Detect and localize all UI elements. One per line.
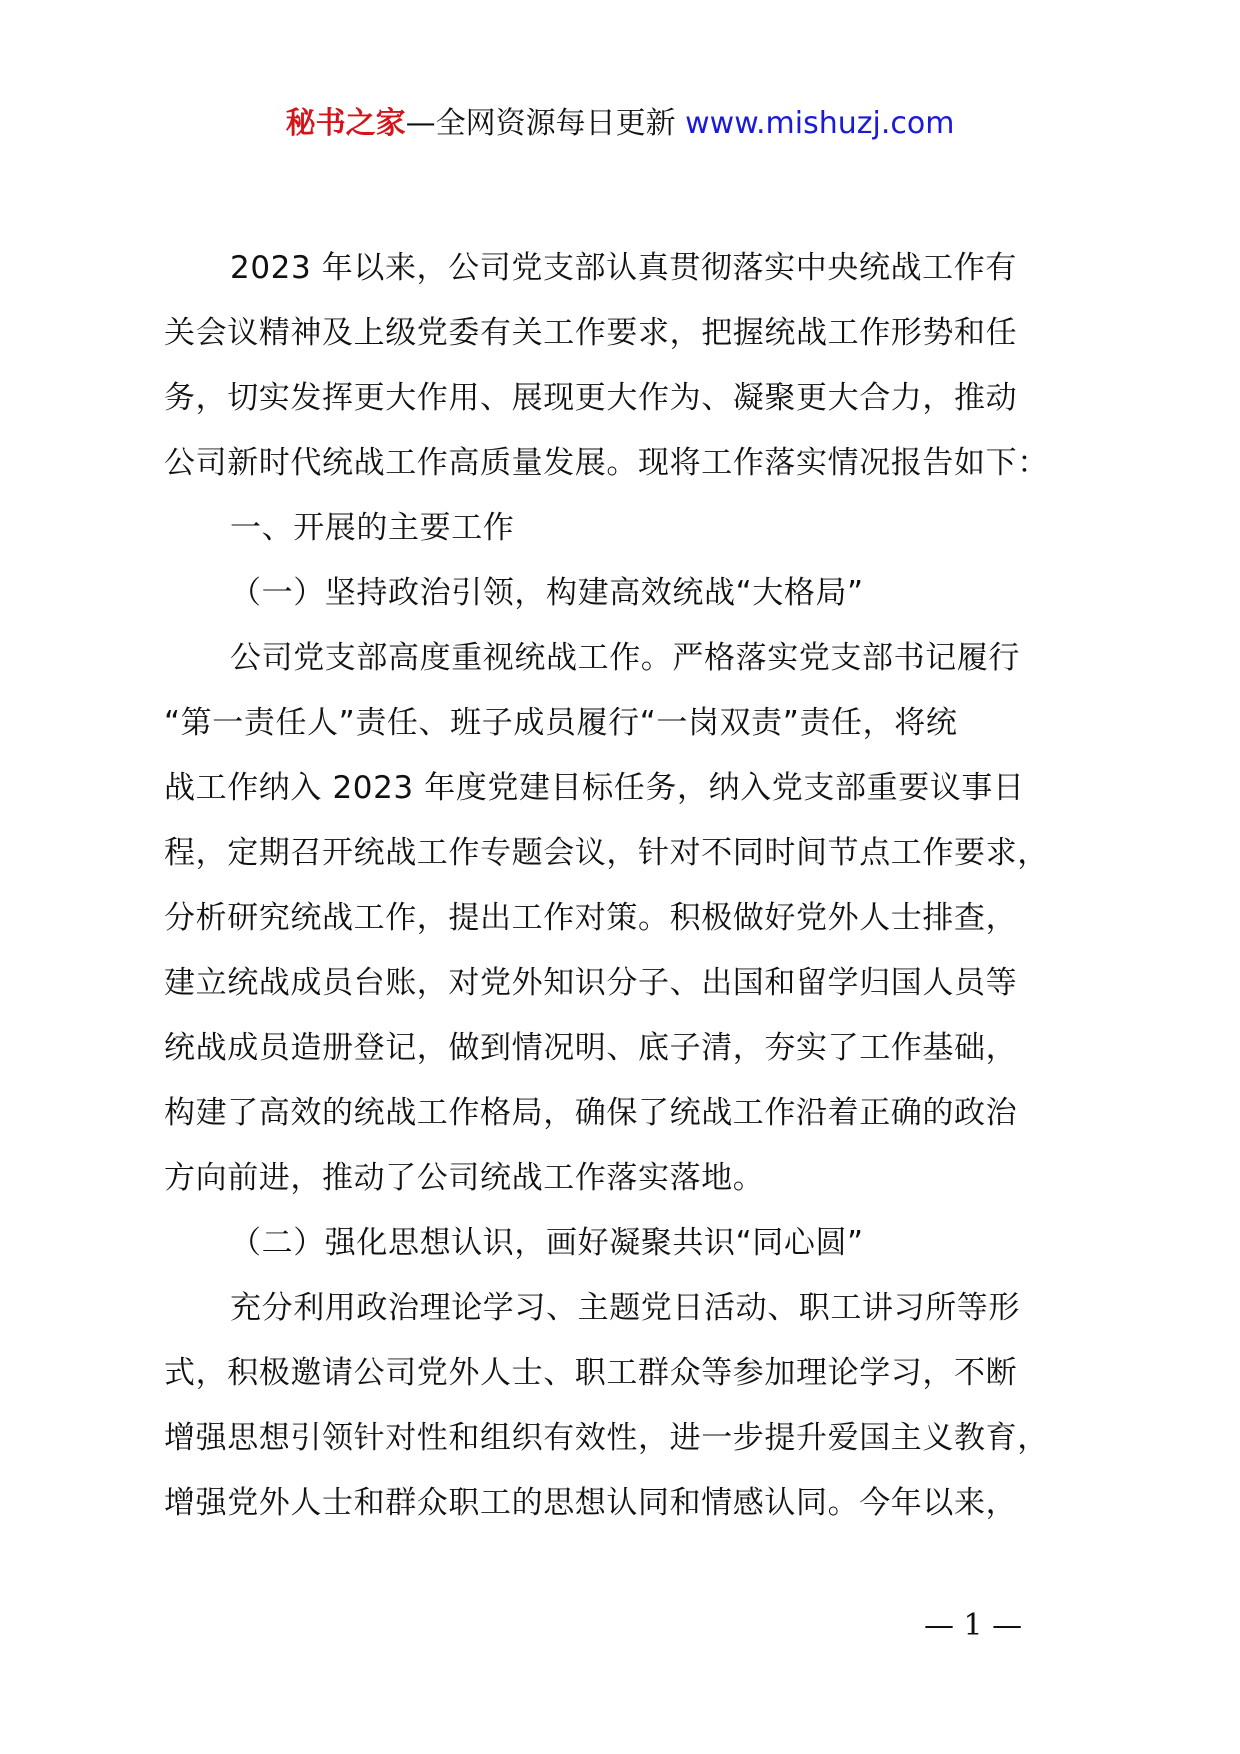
subsection-heading-2: （二）强化思想认识，画好凝聚共识“同心圆”: [230, 1225, 864, 1261]
document-body: [164, 236, 1124, 1536]
site-header: [0, 104, 1240, 144]
paragraph-line-sec1-1: 公司党支部高度重视统战工作。严格落实党支部书记履行: [230, 640, 1020, 676]
paragraph-line-sec1-3: 战工作纳入 2023 年度党建目标任务，纳入党支部重要议事日: [164, 770, 1025, 806]
paragraph-line-sec1-2: “第一责任人”责任、班子成员履行“一岗双责”责任，将统: [164, 705, 958, 741]
paragraph-line-sec1-5: 分析研究统战工作，提出工作对策。积极做好党外人士排查，: [164, 900, 1018, 936]
paragraph-line-sec1-4: 程，定期召开统战工作专题会议，针对不同时间节点工作要求，: [164, 835, 1049, 871]
paragraph-line-sec2-4: 增强党外人士和群众职工的思想认同和情感认同。今年以来，: [164, 1485, 1018, 1521]
paragraph-line-sec2-3: 增强思想引领针对性和组织有效性，进一步提升爱国主义教育，: [164, 1420, 1049, 1456]
paragraph-line-intro-2: 关会议精神及上级党委有关工作要求，把握统战工作形势和任: [164, 315, 1018, 351]
paragraph-line-sec1-6: 建立统战成员台账，对党外知识分子、出国和留学归国人员等: [164, 965, 1018, 1001]
page-number: — 1 —: [924, 1608, 1023, 1643]
paragraph-line-sec2-1: 充分利用政治理论学习、主题党日活动、职工讲习所等形: [230, 1290, 1020, 1326]
paragraph-line-intro-1: 2023 年以来，公司党支部认真贯彻落实中央统战工作有: [230, 250, 1017, 286]
site-url-link[interactable]: www.mishuzj.com: [685, 106, 955, 141]
paragraph-line-sec2-2: 式，积极邀请公司党外人士、职工群众等参加理论学习，不断: [164, 1355, 1018, 1391]
brand-name: 秘书之家: [285, 106, 406, 141]
paragraph-line-sec1-9: 方向前进，推动了公司统战工作落实落地。: [164, 1160, 765, 1196]
header-tagline: —全网资源每日更新: [405, 106, 676, 141]
section-heading: 一、开展的主要工作: [230, 510, 515, 546]
paragraph-line-intro-4: 公司新时代统战工作高质量发展。现将工作落实情况报告如下：: [164, 445, 1049, 481]
paragraph-line-sec1-8: 构建了高效的统战工作格局，确保了统战工作沿着正确的政治: [164, 1095, 1018, 1131]
subsection-heading-1: （一）坚持政治引领，构建高效统战“大格局”: [230, 575, 864, 611]
paragraph-line-intro-3: 务，切实发挥更大作用、展现更大作为、凝聚更大合力，推动: [164, 380, 1018, 416]
paragraph-line-sec1-7: 统战成员造册登记，做到情况明、底子清，夯实了工作基础，: [164, 1030, 1018, 1066]
